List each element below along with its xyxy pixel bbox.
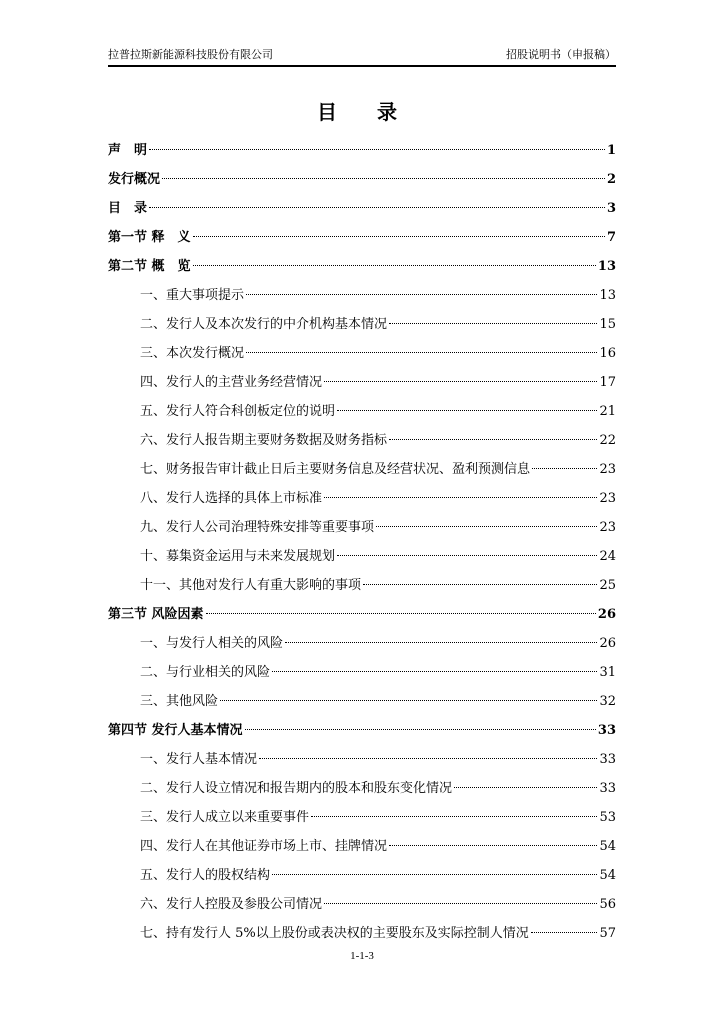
toc-entry[interactable] [108,600,616,629]
toc-entry[interactable] [108,165,616,194]
toc-leader-dots [149,149,605,150]
toc-entry-page: 54 [599,868,616,883]
toc-leader-dots [272,671,597,672]
toc-entry-page: 16 [599,346,616,361]
toc-entry-label: 声 明 [108,143,148,158]
toc-leader-dots [285,642,597,643]
toc-entry-label: 第一节 释 义 [108,230,191,245]
toc-leader-dots [193,236,605,237]
toc-entry[interactable] [108,455,616,484]
toc-leader-dots [454,787,597,788]
toc-entry[interactable] [108,484,616,513]
toc-entry-page: 23 [599,462,616,477]
toc-leader-dots [389,323,597,324]
toc-leader-dots [149,207,605,208]
toc-entry[interactable] [108,136,616,165]
toc-entry-page: 26 [599,636,616,651]
page-number: 1-1-3 [350,950,374,962]
toc-leader-dots [311,816,597,817]
toc-entry-page: 13 [599,288,616,303]
header-company-name: 拉普拉斯新能源科技股份有限公司 [108,48,273,61]
toc-entry-page: 23 [599,520,616,535]
toc-leader-dots [162,178,605,179]
toc-entry[interactable] [108,223,616,252]
toc-entry-label: 五、发行人符合科创板定位的说明 [140,404,336,419]
toc-leader-dots [337,555,597,556]
toc-entry-label: 三、发行人成立以来重要事件 [140,810,310,825]
toc-entry-label: 三、其他风险 [140,694,219,709]
toc-leader-dots [324,497,597,498]
toc-leader-dots [337,410,597,411]
toc-leader-dots [389,845,597,846]
toc-entry-label: 第四节 发行人基本情况 [108,723,243,738]
toc-entry-label: 六、发行人报告期主要财务数据及财务指标 [140,433,388,448]
toc-leader-dots [389,439,597,440]
toc-entry-label: 第三节 风险因素 [108,607,204,622]
toc-entry-label: 一、重大事项提示 [140,288,245,303]
toc-entry-page: 13 [597,259,616,274]
toc-entry[interactable] [108,339,616,368]
page-header [108,47,616,63]
toc-entry[interactable] [108,919,616,948]
toc-leader-dots [272,874,597,875]
toc-entry-label: 八、发行人选择的具体上市标准 [140,491,323,506]
toc-entry-label: 四、发行人的主营业务经营情况 [140,375,323,390]
toc-leader-dots [363,584,597,585]
toc-entry[interactable] [108,542,616,571]
toc-entry[interactable] [108,571,616,600]
toc-leader-dots [220,700,597,701]
toc-leader-dots [324,903,597,904]
toc-leader-dots [193,265,596,266]
toc-entry-page: 57 [599,926,616,941]
toc-entry[interactable] [108,861,616,890]
toc-entry[interactable] [108,252,616,281]
toc-entry-page: 24 [599,549,616,564]
toc-leader-dots [245,729,596,730]
toc-entry-page: 17 [599,375,616,390]
toc-leader-dots [532,468,597,469]
toc-entry-page: 53 [599,810,616,825]
toc-entry-page: 32 [599,694,616,709]
toc-entry-label: 二、发行人设立情况和报告期内的股本和股东变化情况 [140,781,453,796]
toc-leader-dots [376,526,597,527]
toc-entry-label: 六、发行人控股及参股公司情况 [140,897,323,912]
toc-entry-label: 二、发行人及本次发行的中介机构基本情况 [140,317,388,332]
toc-entry[interactable] [108,745,616,774]
toc-entry[interactable] [108,774,616,803]
toc-entry-label: 目 录 [108,201,148,216]
page-title: 目 录 [317,100,407,124]
toc-entry[interactable] [108,716,616,745]
toc-entry-page: 22 [599,433,616,448]
toc-leader-dots [246,294,597,295]
toc-entry-label: 七、财务报告审计截止日后主要财务信息及经营状况、盈利预测信息 [140,462,531,477]
toc-entry-page: 26 [597,607,616,622]
toc-leader-dots [206,613,596,614]
toc-entry-label: 七、持有发行人 5%以上股份或表决权的主要股东及实际控制人情况 [140,926,529,941]
toc-entry-label: 三、本次发行概况 [140,346,245,361]
toc-entry-label: 一、与发行人相关的风险 [140,636,284,651]
toc-entry[interactable] [108,832,616,861]
toc-leader-dots [531,932,598,933]
toc-entry-label: 一、发行人基本情况 [140,752,258,767]
toc-entry-label: 四、发行人在其他证券市场上市、挂牌情况 [140,839,388,854]
toc-entry[interactable] [108,426,616,455]
toc-entry[interactable] [108,513,616,542]
toc-entry[interactable] [108,890,616,919]
toc-entry-page: 23 [599,491,616,506]
toc-entry[interactable] [108,397,616,426]
toc-entry-page: 31 [599,665,616,680]
toc-entry-label: 第二节 概 览 [108,259,191,274]
toc-entry[interactable] [108,310,616,339]
toc-entry[interactable] [108,629,616,658]
header-divider [108,65,616,67]
toc-entry-page: 1 [606,143,616,158]
toc-leader-dots [246,352,597,353]
toc-entry-page: 56 [599,897,616,912]
toc-entry-page: 2 [606,172,616,187]
toc-entry-page: 15 [599,317,616,332]
toc-entry[interactable] [108,803,616,832]
toc-entry[interactable] [108,194,616,223]
toc-leader-dots [324,381,597,382]
toc-entry-label: 发行概况 [108,172,161,187]
toc-entry-page: 21 [599,404,616,419]
toc-entry-page: 54 [599,839,616,854]
toc-entry-label: 五、发行人的股权结构 [140,868,271,883]
toc-entry-page: 33 [599,781,616,796]
toc-entry-label: 九、发行人公司治理特殊安排等重要事项 [140,520,375,535]
toc-entry[interactable] [108,281,616,310]
toc-entry-page: 3 [606,201,616,216]
toc-entry-page: 33 [597,723,616,738]
toc-entry[interactable] [108,658,616,687]
toc-leader-dots [259,758,597,759]
toc-entry[interactable] [108,368,616,397]
toc-entry-label: 十、募集资金运用与未来发展规划 [140,549,336,564]
table-of-contents [108,136,616,948]
toc-entry-page: 7 [606,230,616,245]
toc-entry-label: 二、与行业相关的风险 [140,665,271,680]
toc-entry-label: 十一、其他对发行人有重大影响的事项 [140,578,362,593]
toc-entry-page: 25 [599,578,616,593]
toc-entry-page: 33 [599,752,616,767]
toc-entry[interactable] [108,687,616,716]
header-document-type: 招股说明书（申报稿） [506,48,616,61]
